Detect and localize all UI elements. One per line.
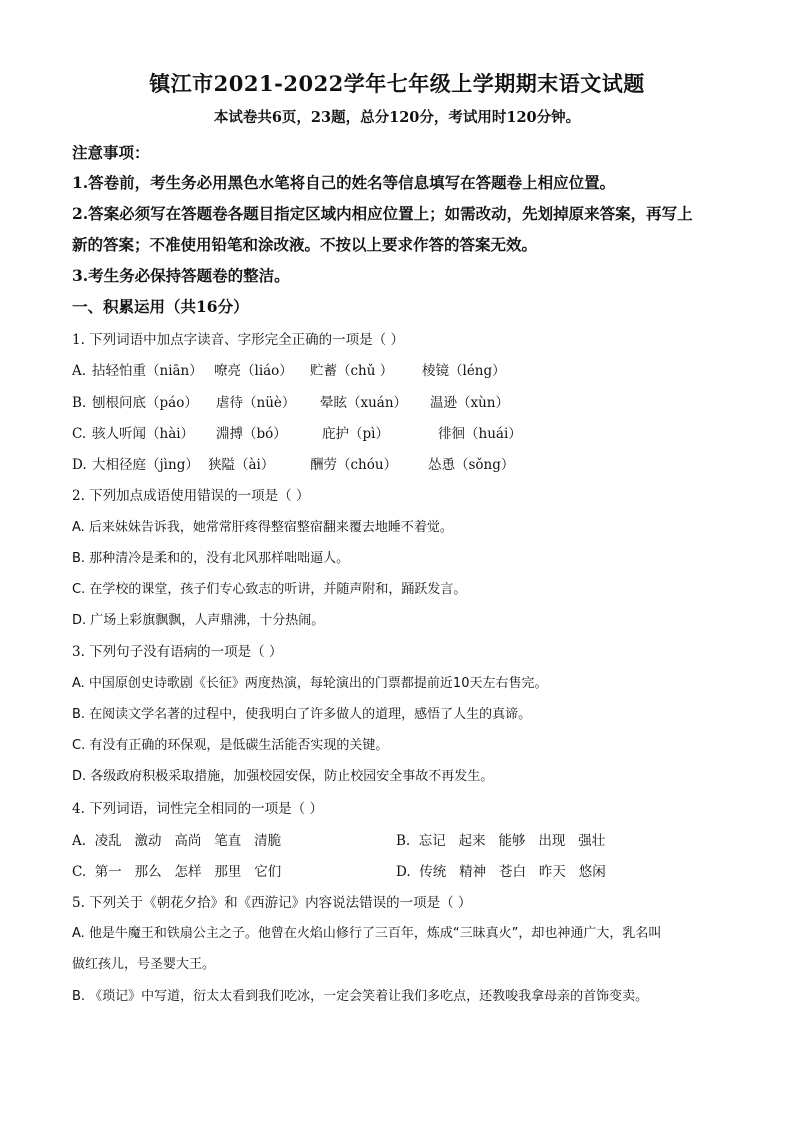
q3-option-d: D. 各级政府积极采取措施，加强校园安保，防止校园安全事故不再发生。 (72, 769, 494, 784)
option-word: 虐待（nüè） (216, 395, 296, 411)
page-subtitle: 本试卷共6页，23题，总分120分，考试用时120分钟。 (213, 109, 581, 126)
q3-option-b: B. 在阅读文学名著的过程中，使我明白了许多做人的道理，感悟了人生的真谛。 (72, 707, 532, 722)
note-3: 3.考生务必保持答题卷的整洁。 (72, 266, 290, 285)
option-word: 刨根问底（páo） (92, 395, 198, 411)
q4-stem: 4. 下列词语，词性完全相同的一项是（ ） (72, 801, 323, 817)
q4-option-b: B. 忘记 起来 能够 出现 强壮 (396, 833, 606, 849)
q1-option-c (72, 422, 522, 442)
q1-option-a (72, 359, 506, 379)
option-word: 温逊（xùn） (430, 395, 510, 411)
option-word: 庇护（pì） (322, 426, 389, 442)
option-word: 拈轻怕重（niān） (92, 363, 203, 379)
option-word: 贮蓄（chǔ ） (310, 363, 394, 379)
q5-option-a-line-2: 做红孩儿，号圣婴大王。 (72, 957, 216, 972)
q2-stem: 2. 下列加点成语使用错误的一项是（ ） (72, 488, 310, 504)
q1-option-b (72, 391, 509, 411)
q4-option-d: D. 传统 精神 苍白 昨天 悠闲 (396, 864, 606, 880)
note-2-line-2: 新的答案；不准使用铅笔和涂改液。不按以上要求作答的答案无效。 (72, 235, 538, 254)
option-word: 怂恿（sǒng） (428, 457, 515, 473)
page-title: 镇江市2021-2022学年七年级上学期期末语文试题 (149, 71, 645, 96)
q5-option-a-line-1: A. 他是牛魔王和铁扇公主之子。他曾在火焰山修行了三百年，炼成“三昧真火”，却也神通广大，乳名叫 (72, 926, 662, 941)
option-word: 棱镜（léng） (422, 363, 506, 379)
option-word: 骇人听闻（hài） (92, 426, 195, 442)
q3-option-a: A. 中国原创史诗歌剧《长征》两度热演，每轮演出的门票都提前近10天左右售完。 (72, 676, 548, 691)
q3-stem: 3. 下列句子没有语病的一项是（ ） (72, 644, 283, 660)
option-label: A. (72, 363, 87, 379)
q4-option-c: C. 第一 那么 怎样 那里 它们 (72, 864, 282, 880)
section-heading: 一、积累运用（共16分） (72, 297, 249, 316)
option-word: 嘹亮（liáo） (214, 363, 293, 379)
option-label: C. (72, 426, 87, 442)
q1-option-d (72, 453, 514, 473)
q2-option-c: C. 在学校的课堂，孩子们专心致志的听讲，并随声附和，踊跃发言。 (72, 582, 467, 597)
note-1: 1.答卷前，考生务必用黑色水笔将自己的姓名等信息填写在答题卷上相应位置。 (72, 173, 616, 192)
q5-stem: 5. 下列关于《朝花夕拾》和《西游记》内容说法错误的一项是（ ） (72, 895, 472, 911)
q5-option-b: B. 《琐记》中写道，衍太太看到我们吃冰，一定会笑着让我们多吃点，还教唆我拿母亲的首饰变卖。 (72, 989, 649, 1004)
notes-heading: 注意事项： (72, 143, 150, 162)
q2-option-a: A. 后来妹妹告诉我，她常常肝疼得整宿整宿翻来覆去地睡不着觉。 (72, 520, 453, 535)
q3-option-c: C. 有没有正确的环保观，是低碳生活能否实现的关键。 (72, 738, 389, 753)
option-word: 晕眩（xuán） (320, 395, 408, 411)
option-word: 酬劳（chóu） (310, 457, 398, 473)
note-2-line-1: 2.答案必须写在答题卷各题目指定区域内相应位置上；如需改动，先划掉原来答案，再写上 (72, 204, 693, 223)
option-label: D. (72, 457, 87, 473)
option-word: 狭隘（ài） (208, 457, 275, 473)
option-label: B. (72, 395, 87, 411)
q2-option-d: D. 广场上彩旗飘飘，人声鼎沸，十分热闹。 (72, 613, 325, 628)
option-word: 大相径庭（jìng） (92, 457, 199, 473)
q2-option-b: B. 那种清冷是柔和的，没有北风那样咄咄逼人。 (72, 551, 350, 566)
option-word: 淵搏（bó） (216, 426, 287, 442)
q4-option-a: A. 凌乱 激动 高尚 笔直 清脆 (72, 833, 282, 849)
q1-stem: 1. 下列词语中加点字读音、字形完全正确的一项是（ ） (72, 332, 404, 348)
option-word: 徘徊（huái） (438, 426, 522, 442)
